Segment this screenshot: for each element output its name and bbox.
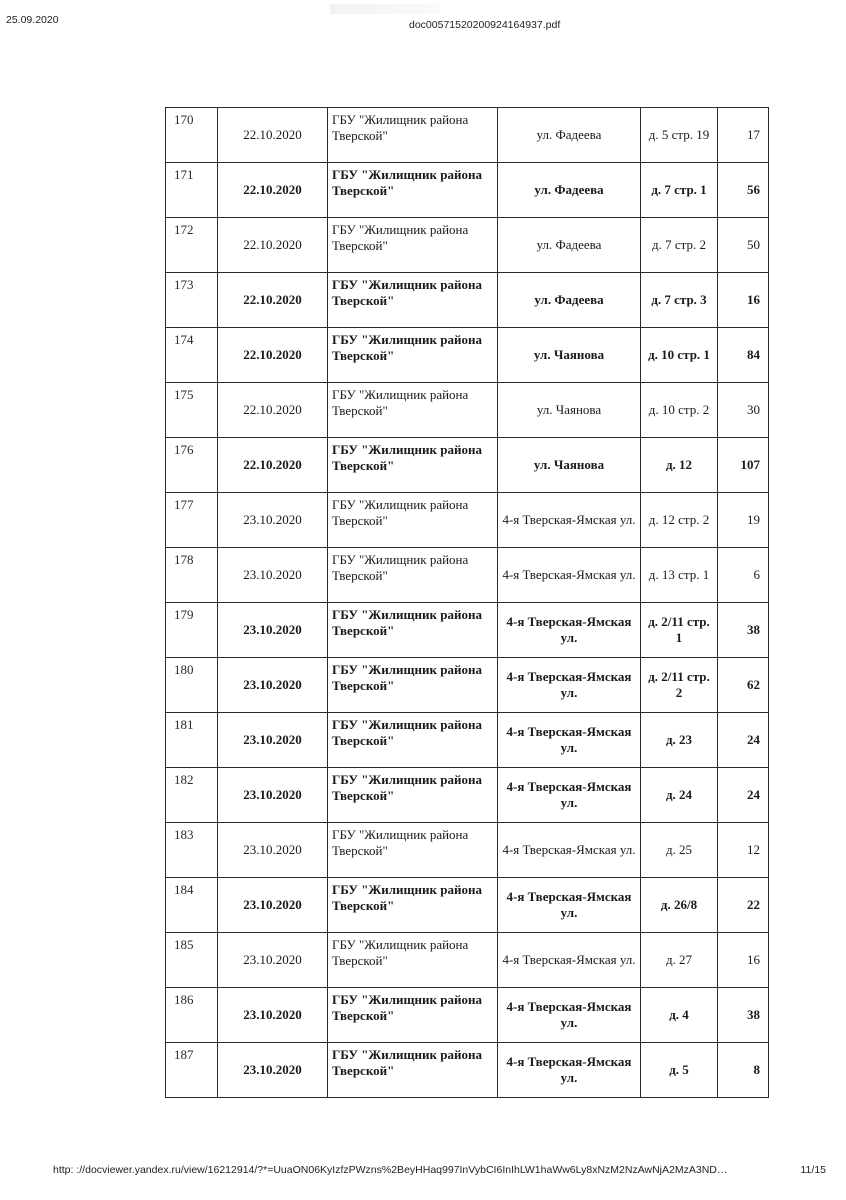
table-row: [166, 438, 769, 493]
organization-cell: ГБУ "Жилищник района Тверской": [328, 548, 498, 603]
organization-cell: ГБУ "Жилищник района Тверской": [328, 438, 498, 493]
house-cell: д. 7 стр. 1: [641, 163, 718, 218]
table-row: [166, 383, 769, 438]
date-cell: 23.10.2020: [218, 988, 328, 1043]
quantity-cell: 50: [718, 218, 769, 273]
street-cell: 4-я Тверская-Ямская ул.: [498, 658, 641, 713]
house-cell: д. 4: [641, 988, 718, 1043]
street-cell: 4-я Тверская-Ямская ул.: [498, 768, 641, 823]
organization-cell: ГБУ "Жилищник района Тверской": [328, 493, 498, 548]
street-cell: 4-я Тверская-Ямская ул.: [498, 603, 641, 658]
date-cell: 22.10.2020: [218, 383, 328, 438]
table-row: [166, 108, 769, 163]
organization-cell: ГБУ "Жилищник района Тверской": [328, 328, 498, 383]
organization-cell: ГБУ "Жилищник района Тверской": [328, 713, 498, 768]
date-cell: 23.10.2020: [218, 878, 328, 933]
date-cell: 23.10.2020: [218, 1043, 328, 1098]
table-row: [166, 493, 769, 548]
quantity-cell: 12: [718, 823, 769, 878]
quantity-cell: 24: [718, 713, 769, 768]
table-row: [166, 603, 769, 658]
organization-cell: ГБУ "Жилищник района Тверской": [328, 218, 498, 273]
row-number-cell: 177: [166, 493, 218, 548]
table-row: [166, 988, 769, 1043]
scan-artifact: [330, 4, 440, 14]
house-cell: д. 12: [641, 438, 718, 493]
house-cell: д. 2/11 стр. 2: [641, 658, 718, 713]
document-filename: doc00571520200924164937.pdf: [409, 19, 561, 31]
house-cell: д. 24: [641, 768, 718, 823]
house-cell: д. 25: [641, 823, 718, 878]
table-row: [166, 328, 769, 383]
street-cell: 4-я Тверская-Ямская ул.: [498, 988, 641, 1043]
quantity-cell: 38: [718, 988, 769, 1043]
street-cell: ул. Чаянова: [498, 328, 641, 383]
row-number-cell: 179: [166, 603, 218, 658]
date-cell: 22.10.2020: [218, 163, 328, 218]
street-cell: 4-я Тверская-Ямская ул.: [498, 823, 641, 878]
table-row: [166, 713, 769, 768]
table-row: [166, 218, 769, 273]
street-cell: ул. Чаянова: [498, 383, 641, 438]
house-cell: д. 7 стр. 2: [641, 218, 718, 273]
house-cell: д. 12 стр. 2: [641, 493, 718, 548]
date-cell: 22.10.2020: [218, 108, 328, 163]
street-cell: ул. Чаянова: [498, 438, 641, 493]
quantity-cell: 16: [718, 933, 769, 988]
table-row: [166, 163, 769, 218]
house-cell: д. 5 стр. 19: [641, 108, 718, 163]
row-number-cell: 171: [166, 163, 218, 218]
organization-cell: ГБУ "Жилищник района Тверской": [328, 603, 498, 658]
organization-cell: ГБУ "Жилищник района Тверской": [328, 933, 498, 988]
street-cell: 4-я Тверская-Ямская ул.: [498, 493, 641, 548]
row-number-cell: 176: [166, 438, 218, 493]
row-number-cell: 184: [166, 878, 218, 933]
table-row: [166, 878, 769, 933]
street-cell: 4-я Тверская-Ямская ул.: [498, 933, 641, 988]
date-cell: 23.10.2020: [218, 548, 328, 603]
house-cell: д. 13 стр. 1: [641, 548, 718, 603]
date-cell: 23.10.2020: [218, 823, 328, 878]
row-number-cell: 187: [166, 1043, 218, 1098]
organization-cell: ГБУ "Жилищник района Тверской": [328, 163, 498, 218]
quantity-cell: 16: [718, 273, 769, 328]
row-number-cell: 182: [166, 768, 218, 823]
row-number-cell: 181: [166, 713, 218, 768]
quantity-cell: 6: [718, 548, 769, 603]
footer-url: http: ://docviewer.yandex.ru/view/16212914/?*=UuaON06KyIzfzPWzns%2BeyHHaq997InVybCI6InIhLW1haWw6Ly8xNzM2NzAwNjA2MzA3ND…: [53, 1164, 728, 1176]
street-cell: ул. Фадеева: [498, 163, 641, 218]
date-cell: 22.10.2020: [218, 273, 328, 328]
row-number-cell: 170: [166, 108, 218, 163]
date-cell: 23.10.2020: [218, 658, 328, 713]
quantity-cell: 30: [718, 383, 769, 438]
date-cell: 23.10.2020: [218, 933, 328, 988]
street-cell: 4-я Тверская-Ямская ул.: [498, 878, 641, 933]
quantity-cell: 24: [718, 768, 769, 823]
page-number: 11/15: [800, 1164, 826, 1176]
row-number-cell: 186: [166, 988, 218, 1043]
quantity-cell: 8: [718, 1043, 769, 1098]
row-number-cell: 173: [166, 273, 218, 328]
row-number-cell: 172: [166, 218, 218, 273]
street-cell: 4-я Тверская-Ямская ул.: [498, 713, 641, 768]
print-date: 25.09.2020: [6, 14, 59, 26]
house-cell: д. 10 стр. 2: [641, 383, 718, 438]
table-body: [166, 108, 769, 1098]
organization-cell: ГБУ "Жилищник района Тверской": [328, 658, 498, 713]
table-row: [166, 548, 769, 603]
house-cell: д. 27: [641, 933, 718, 988]
row-number-cell: 175: [166, 383, 218, 438]
organization-cell: ГБУ "Жилищник района Тверской": [328, 988, 498, 1043]
row-number-cell: 183: [166, 823, 218, 878]
organization-cell: ГБУ "Жилищник района Тверской": [328, 383, 498, 438]
quantity-cell: 84: [718, 328, 769, 383]
house-cell: д. 26/8: [641, 878, 718, 933]
table-row: [166, 1043, 769, 1098]
date-cell: 23.10.2020: [218, 493, 328, 548]
organization-cell: ГБУ "Жилищник района Тверской": [328, 108, 498, 163]
organization-cell: ГБУ "Жилищник района Тверской": [328, 768, 498, 823]
house-cell: д. 7 стр. 3: [641, 273, 718, 328]
table-row: [166, 823, 769, 878]
date-cell: 22.10.2020: [218, 438, 328, 493]
street-cell: ул. Фадеева: [498, 273, 641, 328]
house-cell: д. 23: [641, 713, 718, 768]
date-cell: 23.10.2020: [218, 603, 328, 658]
row-number-cell: 174: [166, 328, 218, 383]
quantity-cell: 56: [718, 163, 769, 218]
quantity-cell: 19: [718, 493, 769, 548]
date-cell: 23.10.2020: [218, 713, 328, 768]
quantity-cell: 62: [718, 658, 769, 713]
house-cell: д. 10 стр. 1: [641, 328, 718, 383]
organization-cell: ГБУ "Жилищник района Тверской": [328, 878, 498, 933]
quantity-cell: 17: [718, 108, 769, 163]
table-row: [166, 658, 769, 713]
date-cell: 22.10.2020: [218, 328, 328, 383]
date-cell: 22.10.2020: [218, 218, 328, 273]
street-cell: ул. Фадеева: [498, 108, 641, 163]
quantity-cell: 38: [718, 603, 769, 658]
street-cell: 4-я Тверская-Ямская ул.: [498, 1043, 641, 1098]
row-number-cell: 178: [166, 548, 218, 603]
organization-cell: ГБУ "Жилищник района Тверской": [328, 273, 498, 328]
house-cell: д. 2/11 стр. 1: [641, 603, 718, 658]
quantity-cell: 22: [718, 878, 769, 933]
organization-cell: ГБУ "Жилищник района Тверской": [328, 823, 498, 878]
row-number-cell: 180: [166, 658, 218, 713]
table-row: [166, 933, 769, 988]
street-cell: 4-я Тверская-Ямская ул.: [498, 548, 641, 603]
organization-cell: ГБУ "Жилищник района Тверской": [328, 1043, 498, 1098]
quantity-cell: 107: [718, 438, 769, 493]
table-row: [166, 273, 769, 328]
date-cell: 23.10.2020: [218, 768, 328, 823]
row-number-cell: 185: [166, 933, 218, 988]
schedule-table: [165, 107, 769, 1098]
table-row: [166, 768, 769, 823]
street-cell: ул. Фадеева: [498, 218, 641, 273]
house-cell: д. 5: [641, 1043, 718, 1098]
